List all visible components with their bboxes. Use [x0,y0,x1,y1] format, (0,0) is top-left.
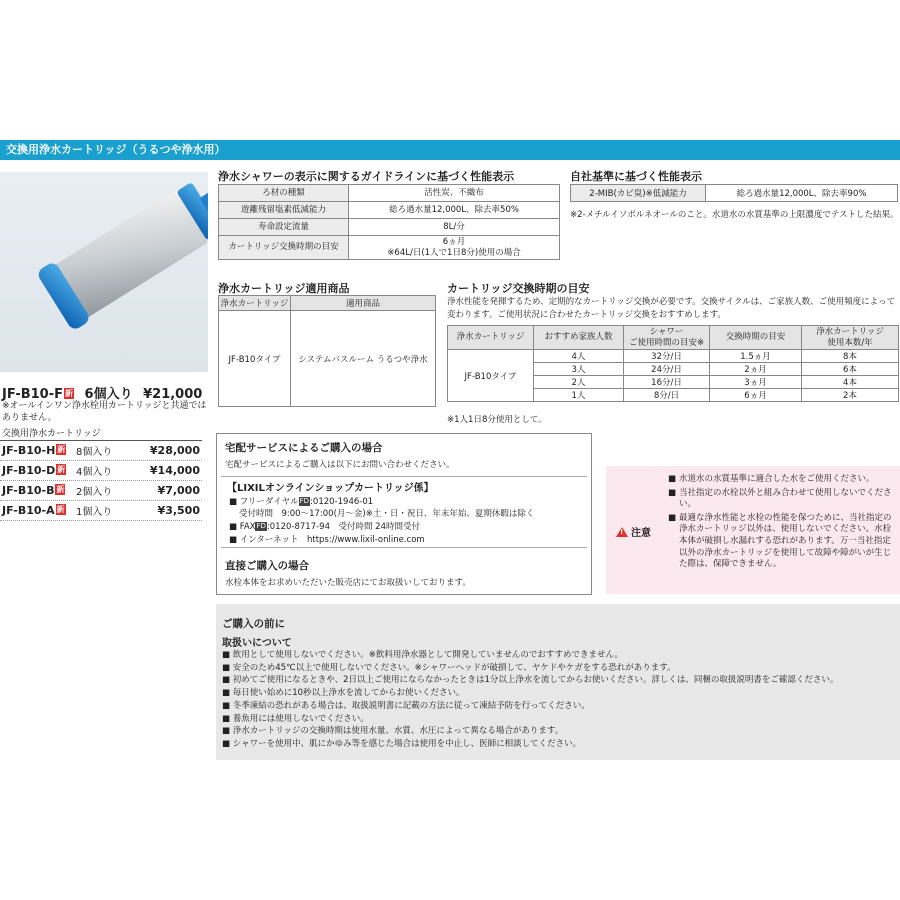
variant-code: JF-B10-B [2,484,55,497]
caution-label-text: 注意 [631,528,651,539]
table-row [219,236,560,260]
direct-title: 直接ご購入の場合 [225,560,309,572]
column-header: 交換時期の目安 [710,326,802,350]
cell-people: 3人 [534,363,624,376]
caution-text: 当社指定の水栓以外と組み合わせて使用しないでください。 [679,487,892,510]
new-badge: 新 [57,445,66,454]
compat-note: ※オールインワン浄水栓用カートリッジと共通ではありません。 [2,401,207,423]
cell-time: 32分/日 [624,350,710,363]
cell-time: 16分/日 [624,376,710,389]
list-item [668,488,896,511]
cell-time: 24分/日 [624,363,710,376]
list-item: ■ シャワーを使用中、肌にかゆみ等を感じた場合は使用を中止し、医師に相談してください。 [222,738,582,749]
list-item: ■ 飲用として使用しないでください。※飲料用浄水器として開発していませんのでおすすめできません。 [222,650,623,660]
table-row [571,185,898,202]
own-standard-title: 自社基準に基づく性能表示 [570,170,702,183]
spec-value-note: ※64L/日(1人で1日8分)使用の場合 [387,247,521,258]
free-dial-label: ■ フリーダイヤル [229,497,299,507]
table-header-row [219,296,436,311]
handling-list [222,649,898,751]
fax-label: ■ FAX [229,522,256,532]
applicable-title: 浄水カートリッジ適用商品 [218,282,350,295]
column-header-line: ご使用時間の目安※ [628,337,705,348]
variant-code: JF-B10-A [2,504,55,517]
fax-icon: FD [256,522,266,530]
variant-code: JF-B10-D [2,464,56,477]
list-item: ■ 冬季凍結の恐れがある場合は、取扱説明書に記載の方法に従って凍結予防を行ってください。 [222,700,590,711]
caution-text: 水道水の水質基準に適合した水をご使用ください。 [679,474,875,484]
own-standard-table [570,184,898,202]
cell-people: 4人 [534,350,624,363]
fax [229,520,420,532]
cell-period: 2ヵ月 [710,363,802,376]
list-item: ■ 初めてご使用になるときや、2日以上ご使用にならなかったときは1分以上浄水を流してからお使いください。詳しくは、同梱の取扱説明書をご確認ください。 [222,675,839,686]
applicable-table [218,295,436,407]
list-item [668,513,896,571]
lixil-title: 【LIXILオンラインショップカートリッジ係】 [227,483,434,494]
spec-key: 寿命設定流量 [219,219,349,236]
table-row [448,350,899,363]
variant-row [0,501,202,521]
new-badge: 新 [56,505,65,514]
replacement-note: ※1人1日8分使用として。 [447,415,547,425]
variant-qty: 2個入り [76,487,113,498]
cell-people: 1人 [534,389,624,402]
new-badge: 新 [56,485,65,494]
replacement-title: カートリッジ交換時期の目安 [447,282,590,295]
spec-key: 遊離残留塩素低減能力 [219,202,349,219]
cell-count: 8本 [802,350,899,363]
bullet-icon: ■ [668,487,677,498]
warning-icon [616,527,628,537]
variant-price: ¥3,500 [157,504,200,517]
list-item [668,474,896,486]
fax-number: :0120-8717-94 受付時間 24時間受付 [266,522,421,532]
variant-row [0,441,202,461]
caution-box [606,466,900,594]
variants-heading: 交換用浄水カートリッジ [2,429,101,439]
free-dial-icon: FD [299,497,310,505]
variant-price: ¥7,000 [157,484,200,497]
table-row [219,202,560,219]
cell-period: 1.5ヵ月 [710,350,802,363]
table-row [219,311,436,407]
new-badge: 新 [57,465,66,474]
caution-label [616,524,651,539]
variant-row [0,481,202,501]
column-header [624,326,710,350]
spec-key: ろ材の種類 [219,185,349,202]
spec-value-main: 6ヵ月 [442,236,466,247]
cell-count: 6本 [802,363,899,376]
spec-key: 2-MIB(カビ臭)※低減能力 [571,185,706,202]
cell-period: 3ヵ月 [710,376,802,389]
column-header: 浄水カートリッジ [219,296,291,311]
new-badge: 新 [65,389,73,398]
replacement-desc: 浄水性能を発揮するため、定期的なカートリッジ交換が必要です。交換サイクルは、ご家族人数、ご使用頻度によって変わります。ご使用状況に合わせたカートリッジ交換をおすすめします。 [447,297,896,320]
spec-value: 活性炭、不織布 [349,185,560,202]
variant-list [0,440,202,521]
purchase-box [216,433,592,595]
cartridge-type: JF-B10タイプ [219,311,291,407]
caution-list [668,474,896,573]
column-header-line: 浄水カートリッジ [816,326,884,337]
column-header: 浄水カートリッジ [448,326,534,350]
spec-value: 8L/分 [349,219,560,236]
list-item: ■ 養魚用には使用しないでください。 [222,713,369,724]
replacement-table [447,325,899,402]
variant-row [0,461,202,481]
spec-value: 総ろ過水量12,000L、除去率90% [706,185,898,202]
list-item: ■ 毎日使い始めに10秒以上浄水を流してからお使いください。 [222,688,465,699]
shower-guideline-table [218,184,560,260]
variant-qty: 4個入り [76,467,113,478]
before-purchase-title: ご購入の前に [222,618,285,630]
main-product-code: JF-B10-F [2,387,63,402]
direct-subtitle: 水栓本体をお求めいただいた販売店にてお取扱いしております。 [225,578,471,588]
main-product-qty: 6個入り [84,387,133,402]
column-header-line: 使用本数/年 [827,337,873,348]
cell-time: 8分/日 [624,389,710,402]
internet-link[interactable]: ■ インターネット https://www.lixil-online.com [229,535,425,545]
cell-count: 2本 [802,389,899,402]
cell-period: 6ヵ月 [710,389,802,402]
column-header [802,326,899,350]
variant-price: ¥28,000 [149,444,200,457]
page-title: 交換用浄水カートリッジ（うるつや浄水用） [0,140,900,160]
applicable-product: システムバスルーム うるつや浄水 [291,311,436,407]
spec-value [349,236,560,260]
cell-count: 4本 [802,376,899,389]
column-header: おすすめ家族人数 [534,326,624,350]
own-standard-note: ※2-メチルイソボルネオールのこと。水道水の水質基準の上限濃度でテストした結果。 [570,210,899,220]
lixil-contact [221,476,587,548]
product-photo [0,172,208,372]
list-item: ■ 浄水カートリッジの交換時期は使用水量、水質、水圧によって異なる場合があります。 [222,726,564,737]
variant-qty: 8個入り [76,447,113,458]
shower-guideline-title: 浄水シャワーの表示に関するガイドラインに基づく性能表示 [218,170,515,183]
main-product-price: ¥21,000 [143,387,203,402]
table-header-row [448,326,899,350]
spec-key: カートリッジ交換時期の目安 [219,236,349,260]
variant-price: ¥14,000 [149,464,200,477]
cartridge-illustration [0,172,208,372]
list-item: ■ 安全のため45℃以上で使用しないでください。※シャワーヘッドが破損して、ヤケドやケガをする恐れがあります。 [222,662,676,673]
table-row [219,219,560,236]
cell-people: 2人 [534,376,624,389]
hours: 受付時間 9:00〜17:00(月〜金)※土・日・祝日、年末年始、夏期休暇は除く [239,509,535,519]
free-dial-number[interactable]: :0120-1946-01 [310,497,374,507]
column-header-line: シャワー [649,326,684,337]
handling-subtitle: 取扱いについて [222,638,292,649]
free-dial [229,495,373,507]
bullet-icon: ■ [668,474,677,484]
column-header: 適用商品 [291,296,436,311]
cartridge-type: JF-B10タイプ [448,350,534,402]
delivery-subtitle: 宅配サービスによるご購入は以下にお問い合わせください。 [225,460,455,470]
variant-qty: 1個入り [76,507,113,518]
table-row [219,185,560,202]
variant-code: JF-B10-H [2,444,56,457]
spec-value: 総ろ過水量12,000L、除去率50% [349,202,560,219]
caution-text: 最適な浄水性能と水栓の性能を保つために、当社指定の浄水カートリッジ以外は、使用しないでください。水栓本体が破損し水漏れする恐れがあります。万一当社指定以外の浄水カートリッジを使用して故障や障がいが生じた際は、保障できません。 [679,512,892,570]
delivery-title: 宅配サービスによるご購入の場合 [225,442,383,454]
before-purchase-box [216,604,900,760]
bullet-icon: ■ [668,512,677,523]
